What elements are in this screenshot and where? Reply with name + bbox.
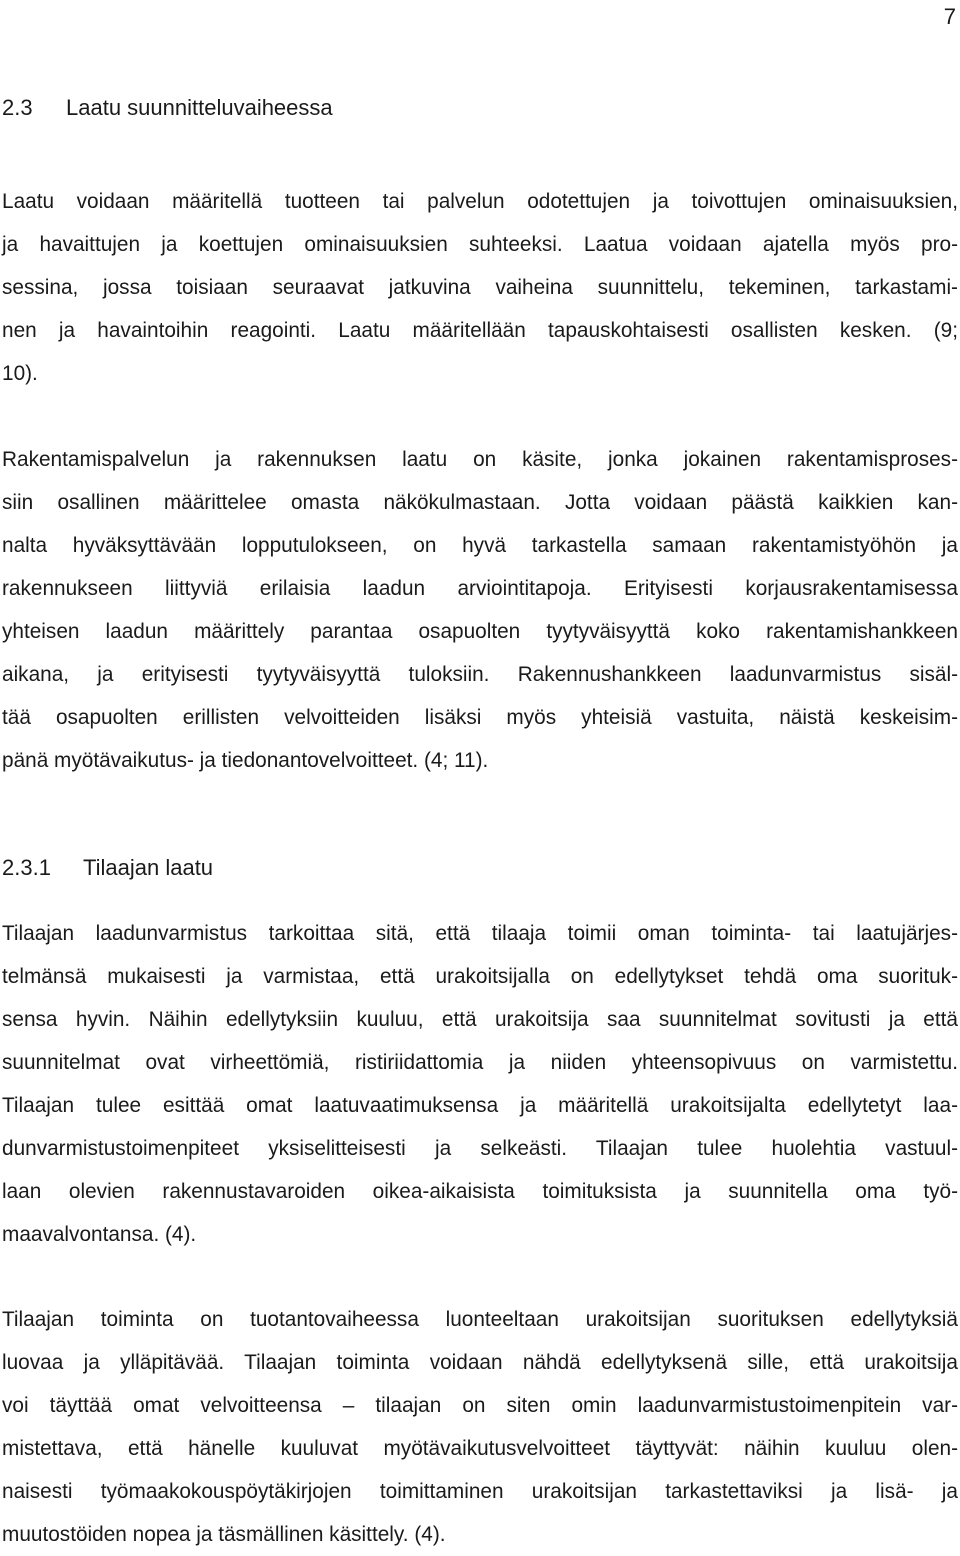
page-number: 7 [943, 4, 956, 29]
paragraph-line: mistettava, että hänelle kuuluvat myötävaikutusvelvoitteet täyttyvät: näihin kuuluu olen- [2, 1437, 958, 1460]
paragraph-line: voi täyttää omat velvoitteensa – tilaajan on siten omin laadunvarmistustoimenpitein var- [2, 1394, 958, 1417]
paragraph-line: telmänsä mukaisesti ja varmistaa, että urakoitsijalla on edellytykset tehdä oma suorituk- [2, 965, 958, 988]
paragraph-line: maavalvontansa. (4). [2, 1223, 197, 1246]
paragraph-line: tää osapuolten erillisten velvoitteiden lisäksi myös yhteisiä vastuita, näistä keskeisim- [2, 706, 958, 729]
paragraph-line: sensa hyvin. Näihin edellytyksiin kuuluu, että urakoitsija saa suunnitelmat sovitusti ja että [2, 1008, 958, 1031]
paragraph-line: rakennukseen liittyviä erilaisia laadun arviointitapoja. Erityisesti korjausrakentamisessa [2, 577, 958, 600]
paragraph-line: dunvarmistustoimenpiteet yksiselitteisesti ja selkeästi. Tilaajan tulee huolehtia vastuul- [2, 1137, 958, 1160]
paragraph [2, 1298, 958, 1556]
paragraph-line: Rakentamispalvelun ja rakennuksen laatu on käsite, jonka jokainen rakentamisproses- [2, 448, 958, 471]
paragraph-line: pänä myötävaikutus- ja tiedonantovelvoitteet. (4; 11). [2, 749, 489, 772]
section-heading [2, 93, 333, 123]
subsection-title: Tilaajan laatu [83, 855, 214, 880]
paragraph-line: Tilaajan toiminta on tuotantovaiheessa luonteeltaan urakoitsijan suorituksen edellytyksiä [2, 1308, 958, 1331]
paragraph-line: nalta hyväksyttävään lopputulokseen, on hyvä tarkastella samaan rakentamistyöhön ja [2, 534, 958, 557]
paragraph-line: ja havaittujen ja koettujen ominaisuuksien suhteeksi. Laatua voidaan ajatella myös pro- [2, 233, 958, 256]
subsection-number: 2.3.1 [2, 855, 51, 880]
paragraph [2, 180, 958, 395]
subsection-heading [2, 853, 213, 883]
paragraph [2, 912, 958, 1256]
paragraph-line: yhteisen laadun määrittely parantaa osapuolten tyytyväisyyttä koko rakentamishankkeen [2, 620, 958, 643]
paragraph [2, 438, 958, 782]
paragraph-line: 10). [2, 362, 38, 385]
paragraph-line: laan olevien rakennustavaroiden oikea-aikaisista toimituksista ja suunnitella oma työ- [2, 1180, 958, 1203]
paragraph-line: Tilaajan laadunvarmistus tarkoittaa sitä, että tilaaja toimii oman toiminta- tai laatujärjes- [2, 922, 958, 945]
paragraph-line: Tilaajan tulee esittää omat laatuvaatimuksensa ja määritellä urakoitsijalta edellytetyt laa- [2, 1094, 958, 1117]
section-title: Laatu suunnitteluvaiheessa [66, 95, 333, 120]
paragraph-line: muutostöiden nopea ja täsmällinen käsittely. (4). [2, 1523, 446, 1546]
paragraph-line: nen ja havaintoihin reagointi. Laatu määritellään tapauskohtaisesti osallisten kesken. (9; [2, 319, 958, 342]
paragraph-line: sessina, jossa toisiaan seuraavat jatkuvina vaiheina suunnittelu, tekeminen, tarkastami- [2, 276, 958, 299]
paragraph-line: naisesti työmaakokouspöytäkirjojen toimittaminen urakoitsijan tarkastettaviksi ja lisä- ja [2, 1480, 958, 1503]
paragraph-line: luovaa ja ylläpitävää. Tilaajan toiminta voidaan nähdä edellytyksenä sille, että urakoitsija [2, 1351, 958, 1374]
section-number: 2.3 [2, 95, 33, 120]
paragraph-line: Laatu voidaan määritellä tuotteen tai palvelun odotettujen ja toivottujen ominaisuuksien, [2, 190, 958, 213]
paragraph-line: suunnitelmat ovat virheettömiä, ristiriidattomia ja niiden yhteensopivuus on varmistettu. [2, 1051, 958, 1074]
paragraph-line: siin osallinen määrittelee omasta näkökulmastaan. Jotta voidaan päästä kaikkien kan- [2, 491, 958, 514]
paragraph-line: aikana, ja erityisesti tyytyväisyyttä tuloksiin. Rakennushankkeen laadunvarmistus sisäl- [2, 663, 958, 686]
